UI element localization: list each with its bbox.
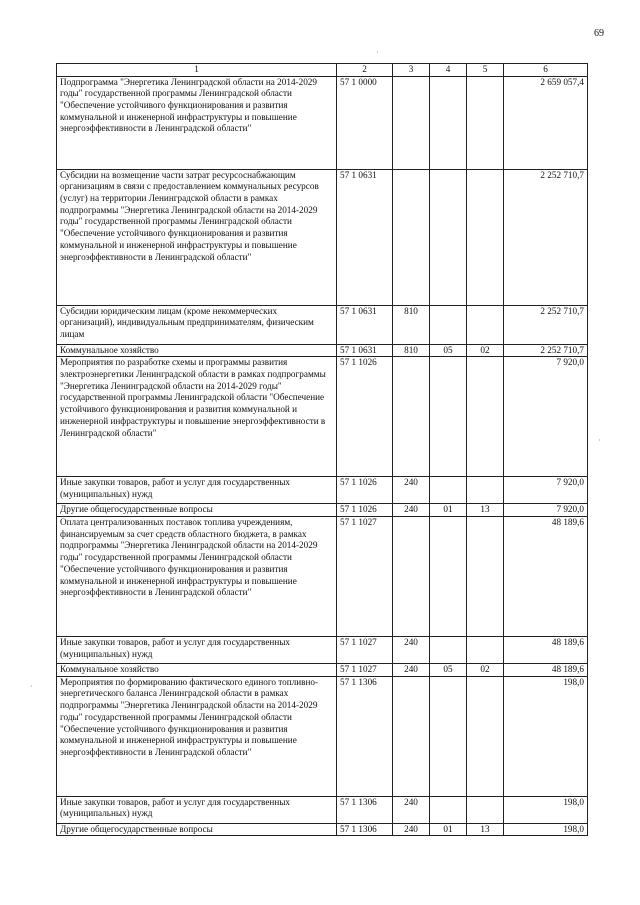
row-subsection: [467, 637, 504, 664]
row-sum: 2 659 057,4: [504, 76, 588, 169]
table-row: [57, 477, 588, 504]
row-subsection: [467, 305, 504, 344]
table-row: [57, 76, 588, 169]
row-expense-type: 240: [393, 664, 430, 677]
row-name: Оплата централизованных поставок топлива учреждениям, финансируемым за счет средств областного бюджета, в рамках подпрограммы "Энергетика Ленинградской области на 2014-2029 годы" государственной программы Ленинградской области "Обеспечение устойчивого функционирования и развития коммунальной и инженерной инфраструктуры и повышение энергоэффективности в Ленинградской области": [57, 517, 337, 637]
row-name: Иные закупки товаров, работ и услуг для государственных (муниципальных) нужд: [57, 796, 337, 823]
row-subsection: [467, 676, 504, 796]
row-name: Иные закупки товаров, работ и услуг для государственных (муниципальных) нужд: [57, 637, 337, 664]
row-target-code: 57 1 1306: [337, 676, 393, 796]
table-row: [57, 664, 588, 677]
row-section: 05: [430, 344, 467, 357]
row-name: Другие общегосударственные вопросы: [57, 823, 337, 836]
row-section: 01: [430, 823, 467, 836]
header-row: [57, 64, 588, 77]
row-subsection: [467, 517, 504, 637]
row-subsection: [467, 357, 504, 477]
column-header-pr: 5: [467, 64, 504, 77]
row-name: Другие общегосударственные вопросы: [57, 504, 337, 517]
row-subsection: [467, 76, 504, 169]
row-name: Коммунальное хозяйство: [57, 664, 337, 677]
row-sum: 48 189,6: [504, 637, 588, 664]
table-row: [57, 344, 588, 357]
row-sum: 7 920,0: [504, 477, 588, 504]
row-sum: 2 252 710,7: [504, 305, 588, 344]
row-expense-type: 240: [393, 823, 430, 836]
row-name: Коммунальное хозяйство: [57, 344, 337, 357]
row-section: [430, 517, 467, 637]
row-section: [430, 796, 467, 823]
column-header-name: 1: [57, 64, 337, 77]
row-target-code: 57 1 0631: [337, 305, 393, 344]
row-subsection: [467, 169, 504, 305]
row-name: Субсидии юридическим лицам (кроме некоммерческих организаций), индивидуальным предпринимателям, физическим лицам: [57, 305, 337, 344]
row-sum: 198,0: [504, 796, 588, 823]
row-name: Иные закупки товаров, работ и услуг для государственных (муниципальных) нужд: [57, 477, 337, 504]
row-expense-type: [393, 169, 430, 305]
row-subsection: 02: [467, 664, 504, 677]
row-sum: 48 189,6: [504, 517, 588, 637]
row-sum: 2 252 710,7: [504, 169, 588, 305]
row-target-code: 57 1 1306: [337, 796, 393, 823]
table-row: [57, 169, 588, 305]
row-sum: 7 920,0: [504, 357, 588, 477]
table-row: [57, 637, 588, 664]
scan-speck: ·: [598, 436, 601, 445]
row-sum: 2 252 710,7: [504, 344, 588, 357]
row-expense-type: 810: [393, 344, 430, 357]
column-header-rz: 4: [430, 64, 467, 77]
row-section: 01: [430, 504, 467, 517]
scan-speck: ·: [376, 48, 379, 57]
row-expense-type: 240: [393, 637, 430, 664]
row-target-code: 57 1 1027: [337, 664, 393, 677]
row-expense-type: [393, 357, 430, 477]
row-target-code: 57 1 1027: [337, 637, 393, 664]
row-section: [430, 76, 467, 169]
table-row: [57, 504, 588, 517]
row-name: Мероприятия по формированию фактического единого топливно-энергетического баланса Ленинградской области в рамках подпрограммы "Энергетика Ленинградской области на 2014-2029 годы" государственной программы Ленинградской области "Обеспечение устойчивого функционирования и развития коммунальной и инженерной инфраструктуры и повышение энергоэффективности в Ленинградской области": [57, 676, 337, 796]
row-sum: 198,0: [504, 676, 588, 796]
row-sum: 198,0: [504, 823, 588, 836]
row-target-code: 57 1 0631: [337, 344, 393, 357]
row-target-code: 57 1 1026: [337, 357, 393, 477]
row-target-code: 57 1 0000: [337, 76, 393, 169]
column-header-vr: 3: [393, 64, 430, 77]
row-subsection: 13: [467, 823, 504, 836]
row-section: [430, 477, 467, 504]
row-target-code: 57 1 0631: [337, 169, 393, 305]
row-expense-type: [393, 676, 430, 796]
row-sum: 7 920,0: [504, 504, 588, 517]
row-expense-type: [393, 517, 430, 637]
row-section: 05: [430, 664, 467, 677]
row-target-code: 57 1 1306: [337, 823, 393, 836]
table-row: [57, 796, 588, 823]
row-expense-type: [393, 76, 430, 169]
row-section: [430, 305, 467, 344]
table-row: [57, 305, 588, 344]
budget-table: [56, 63, 588, 836]
table-row: [57, 823, 588, 836]
row-section: [430, 357, 467, 477]
row-expense-type: 240: [393, 477, 430, 504]
row-name: Субсидии на возмещение части затрат ресурсоснабжающим организациям в связи с предоставлением коммунальных ресурсов (услуг) на территории Ленинградской области в рамках подпрограммы "Энергетика Ленинградской области на 2014-2029 годы" государственной программы Ленинградской области "Обеспечение устойчивого функционирования и развития коммунальной и инженерной инфраструктуры и повышение энергоэффективности в Ленинградской области": [57, 169, 337, 305]
page-number: 69: [594, 28, 604, 39]
row-name: Мероприятия по разработке схемы и программы развития электроэнергетики Ленинградской области в рамках подпрограммы "Энергетика Ленинградской области на 2014-2029 годы" государственной программы Ленинградской области "Обеспечение устойчивого функционирования и развития коммунальной и инженерной инфраструктуры и повышение энергоэффективности в Ленинградской области": [57, 357, 337, 477]
row-subsection: 13: [467, 504, 504, 517]
table-row: [57, 517, 588, 637]
row-section: [430, 169, 467, 305]
row-section: [430, 676, 467, 796]
row-sum: 48 189,6: [504, 664, 588, 677]
row-target-code: 57 1 1026: [337, 504, 393, 517]
row-subsection: [467, 796, 504, 823]
row-section: [430, 637, 467, 664]
column-header-code: 2: [337, 64, 393, 77]
row-target-code: 57 1 1027: [337, 517, 393, 637]
row-subsection: 02: [467, 344, 504, 357]
row-expense-type: 810: [393, 305, 430, 344]
column-header-sum: 6: [504, 64, 588, 77]
row-target-code: 57 1 1026: [337, 477, 393, 504]
row-expense-type: 240: [393, 504, 430, 517]
row-subsection: [467, 477, 504, 504]
scan-speck: ·: [30, 682, 33, 691]
row-name: Подпрограмма "Энергетика Ленинградской области на 2014-2029 годы" государственной программы Ленинградской области "Обеспечение устойчивого функционирования и развития коммунальной и инженерной инфраструктуры и повышение энергоэффективности в Ленинградской области": [57, 76, 337, 169]
row-expense-type: 240: [393, 796, 430, 823]
table-row: [57, 676, 588, 796]
table-row: [57, 357, 588, 477]
